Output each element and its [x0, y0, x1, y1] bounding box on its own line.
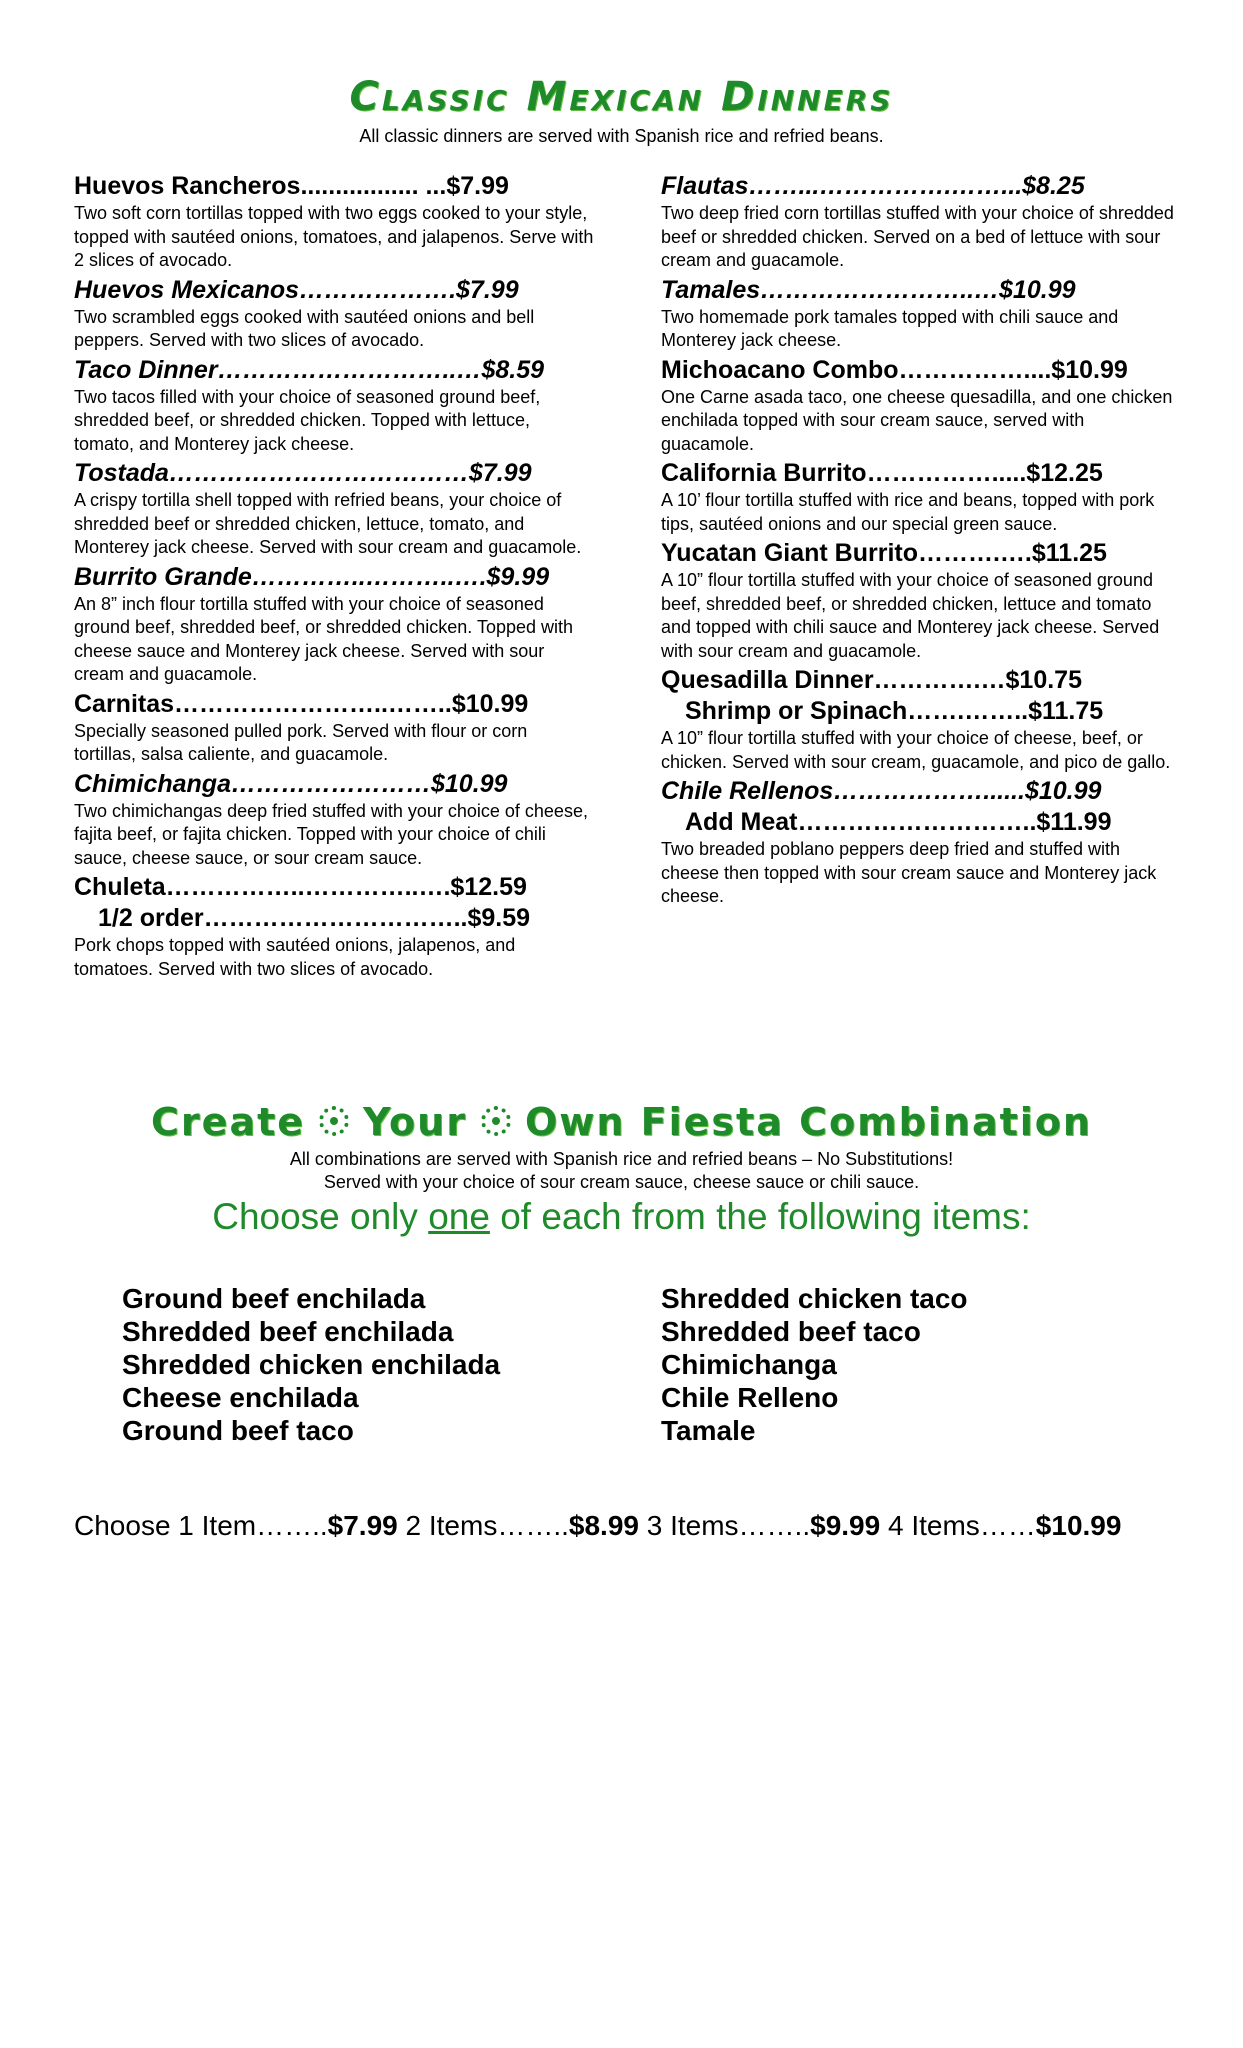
menu-item-name: Taco Dinner………………………..… [74, 355, 482, 384]
combo-price-label: 3 Items…….. [646, 1510, 811, 1541]
menu-item-price: $12.59 [450, 873, 527, 901]
combo-option: Shredded chicken taco [661, 1283, 968, 1314]
menu-item-description: Two breaded poblano peppers deep fried and stuffed with cheese then topped with sour cream sauce and Monterey jack cheese. [661, 839, 1157, 906]
menu-item-description: An 8” inch flour tortilla stuffed with your choice of seasoned ground beef, shredded beef, or shredded chicken. Topped with cheese sauce and Monterey jack cheese. Served with sour cream and guacamole. [74, 593, 574, 684]
combo-title-word-rest: Own Fiesta Combination [524, 1100, 1092, 1144]
combo-options-right [661, 1282, 968, 1447]
combo-price-value: $10.99 [1035, 1510, 1122, 1541]
combo-option: Ground beef enchilada [122, 1283, 426, 1314]
choose-heading-underlined: one [428, 1196, 490, 1237]
menu-item-name: Tostada……………………………… [74, 459, 469, 487]
menu-item-price: $9.99 [486, 562, 550, 591]
menu-item [661, 171, 1181, 273]
menu-item-price: $10.99 [430, 769, 508, 798]
menu-item [661, 275, 1181, 353]
combo-price-entry [888, 1510, 1121, 1541]
menu-item-heading [74, 689, 594, 720]
menu-item-price: $12.25 [1026, 459, 1103, 487]
dinners-left-column [74, 171, 594, 983]
combo-title-word-your: Your [363, 1100, 467, 1144]
combo-option: Chile Relleno [661, 1382, 839, 1413]
menu-item-price: $10.99 [1024, 777, 1102, 805]
menu-item-heading [74, 562, 594, 593]
menu-item-description: Two deep fried corn tortillas stuffed with your choice of shredded beef or shredded chicken. Served on a bed of lettuce with sour cream and guacamole. [661, 203, 1174, 270]
menu-item-sub-price: $11.75 [1028, 697, 1104, 725]
menu-item [74, 171, 594, 273]
menu-item [661, 458, 1181, 536]
menu-item-heading [661, 776, 1181, 807]
menu-item [74, 689, 594, 767]
combo-subtitle-line2: Served with your choice of sour cream sauce, cheese sauce or chili sauce. [323, 1172, 920, 1192]
menu-item-name: Carnitas……………………..…….. [74, 689, 452, 718]
menu-item-name: Huevos Rancheros................. ... [74, 172, 447, 200]
menu-item [74, 355, 594, 457]
menu-item-price: $8.25 [1022, 172, 1085, 200]
menu-item-heading [74, 275, 594, 306]
menu-item-name: California Burrito……………..... [661, 459, 1027, 487]
combo-price-label: 4 Items…… [887, 1510, 1036, 1541]
menu-item-description: Specially seasoned pulled pork. Served with flour or corn tortillas, salsa caliente, and guacamole. [74, 720, 528, 764]
combo-title-word-create: Create [151, 1100, 306, 1144]
menu-item-description: Two homemade pork tamales topped with chili sauce and Monterey jack cheese. [661, 306, 1119, 350]
menu-item-price: $7.99 [446, 172, 509, 200]
menu-item-price: $7.99 [468, 459, 532, 487]
choose-heading-pre: Choose only [212, 1196, 429, 1237]
combo-option: Ground beef taco [122, 1415, 354, 1446]
menu-item-name: Yucatan Giant Burrito……….…. [661, 539, 1032, 567]
menu-item-name: Burrito Grande…………..………..…. [74, 562, 487, 591]
menu-item-heading [661, 171, 1181, 202]
menu-item-sub-price: $11.99 [1036, 808, 1112, 836]
menu-item-heading [74, 171, 594, 202]
menu-item-price: $10.75 [1005, 666, 1082, 694]
menu-item-sub-name: 1/2 order………………………….. [98, 904, 468, 932]
menu-item-heading [661, 275, 1181, 306]
menu-item [74, 562, 594, 687]
menu-item-heading [74, 872, 594, 903]
combo-price-value: $9.99 [810, 1510, 881, 1541]
menu-item [661, 776, 1181, 909]
combo-options-left [122, 1282, 500, 1447]
menu-item [74, 458, 594, 560]
combo-option: Shredded beef enchilada [122, 1316, 454, 1347]
menu-item-name: Tamales……………………..… [661, 275, 1000, 304]
choose-heading [0, 1196, 1243, 1238]
classic-dinners-title: Classic Mexican Dinners [349, 74, 894, 120]
combo-option: Shredded beef taco [661, 1316, 921, 1347]
menu-item-description: Two scrambled eggs cooked with sautéed onions and bell peppers. Served with two slices of avocado. [74, 306, 535, 350]
menu-item-description: Two chimichangas deep fried stuffed with your choice of cheese, fajita beef, or fajita chicken. Topped with your choice of chili sauce, cheese sauce, or sour cream sauce. [74, 800, 588, 868]
choose-heading-post: of each from the following items: [489, 1196, 1031, 1237]
menu-item-description: A crispy tortilla shell topped with refried beans, your choice of shredded beef or shredded chicken, lettuce, tomato, and Monterey jack cheese. Served with sour cream and guacamole. [74, 490, 582, 557]
classic-dinners-subtitle: All classic dinners are served with Spanish rice and refried beans. [359, 126, 884, 146]
combo-price-value: $8.99 [568, 1510, 639, 1541]
menu-item-name: Huevos Mexicanos………………. [74, 275, 457, 304]
menu-item-sub-name: Shrimp or Spinach…….…….. [685, 697, 1029, 725]
combo-price-entry [74, 1510, 406, 1541]
menu-item-price: $10.99 [451, 689, 529, 718]
menu-item-description: A 10” flour tortilla stuffed with your choice of seasoned ground beef, shredded beef, or shredded chicken, lettuce and tomato and topped with chili sauce and Monterey jack cheese. Served with sour cream and guacamole. [661, 570, 1160, 661]
menu-item-heading [661, 458, 1181, 489]
menu-item-heading [74, 355, 594, 386]
menu-item-price: $10.99 [999, 275, 1076, 304]
menu-item-heading [74, 458, 594, 489]
menu-item-price: $7.99 [456, 275, 519, 304]
menu-item-heading [661, 665, 1181, 696]
combo-price-value: $7.99 [327, 1510, 398, 1541]
combo-price-entry [406, 1510, 647, 1541]
menu-item-description: A 10” flour tortilla stuffed with your choice of cheese, beef, or chicken. Served with sour cream, guacamole, and pico de gallo. [661, 728, 1171, 772]
spiral-ornament-icon [481, 1106, 511, 1136]
spiral-ornament-icon [319, 1106, 349, 1136]
combo-option: Shredded chicken enchilada [122, 1349, 501, 1380]
menu-item [74, 275, 594, 353]
menu-item-description: A 10’ flour tortilla stuffed with rice and beans, topped with pork tips, sautéed onions and our special green sauce. [661, 490, 1155, 534]
menu-item-name: Michoacano Combo…………….... [661, 355, 1052, 384]
menu-item-sub-price: $9.59 [467, 904, 531, 932]
combo-option: Tamale [661, 1415, 756, 1446]
menu-item [661, 538, 1181, 663]
menu-item-name: Quesadilla Dinner………….… [661, 666, 1006, 694]
dinners-right-column [661, 171, 1181, 911]
combo-price-label: 2 Items…….. [405, 1510, 569, 1541]
menu-item-heading [661, 538, 1181, 569]
menu-item [74, 872, 594, 981]
menu-item-name: Flautas……...…………….……... [661, 172, 1023, 200]
menu-item [661, 665, 1181, 774]
menu-item-description: Two tacos filled with your choice of seasoned ground beef, shredded beef, or shredded chicken. Topped with lettuce, tomato, and Monterey jack cheese. [74, 386, 541, 454]
combo-price-label: Choose 1 Item…….. [74, 1510, 328, 1541]
combo-option: Cheese enchilada [122, 1382, 359, 1413]
combo-subtitle [0, 1148, 1243, 1194]
menu-item-name: Chile Rellenos………………...... [661, 777, 1025, 805]
menu-item-heading [661, 355, 1181, 386]
menu-item-price: $11.25 [1031, 539, 1107, 567]
combo-price-entry [647, 1510, 888, 1541]
menu-item [661, 355, 1181, 457]
menu-item-description: Two soft corn tortillas topped with two eggs cooked to your style, topped with sautéed onions, tomatoes, and jalapenos. Serve with 2 slices of avocado. [74, 203, 594, 270]
menu-item-name: Chimichanga…………………… [74, 769, 431, 798]
menu-item [74, 769, 594, 871]
combo-price-list [74, 1510, 1121, 1542]
menu-item-sub-name: Add Meat……………………….. [685, 808, 1037, 836]
combo-title [0, 1100, 1243, 1144]
menu-item-description: Pork chops topped with sautéed onions, jalapenos, and tomatoes. Served with two slices of avocado. [74, 935, 516, 979]
menu-item-sub-heading [661, 696, 1181, 727]
menu-item-description: One Carne asada taco, one cheese quesadilla, and one chicken enchilada topped with sour cream sauce, served with guacamole. [661, 386, 1173, 454]
menu-item-heading [74, 769, 594, 800]
combo-subtitle-line1: All combinations are served with Spanish rice and refried beans – No Substitutions! [289, 1149, 954, 1169]
menu-item-sub-heading [661, 807, 1181, 838]
menu-item-name: Chuleta……………..…………..…. [74, 873, 451, 901]
menu-item-price: $10.99 [1051, 355, 1128, 384]
combo-option: Chimichanga [661, 1349, 837, 1380]
menu-item-sub-heading [74, 903, 594, 934]
menu-item-price: $8.59 [481, 355, 544, 384]
